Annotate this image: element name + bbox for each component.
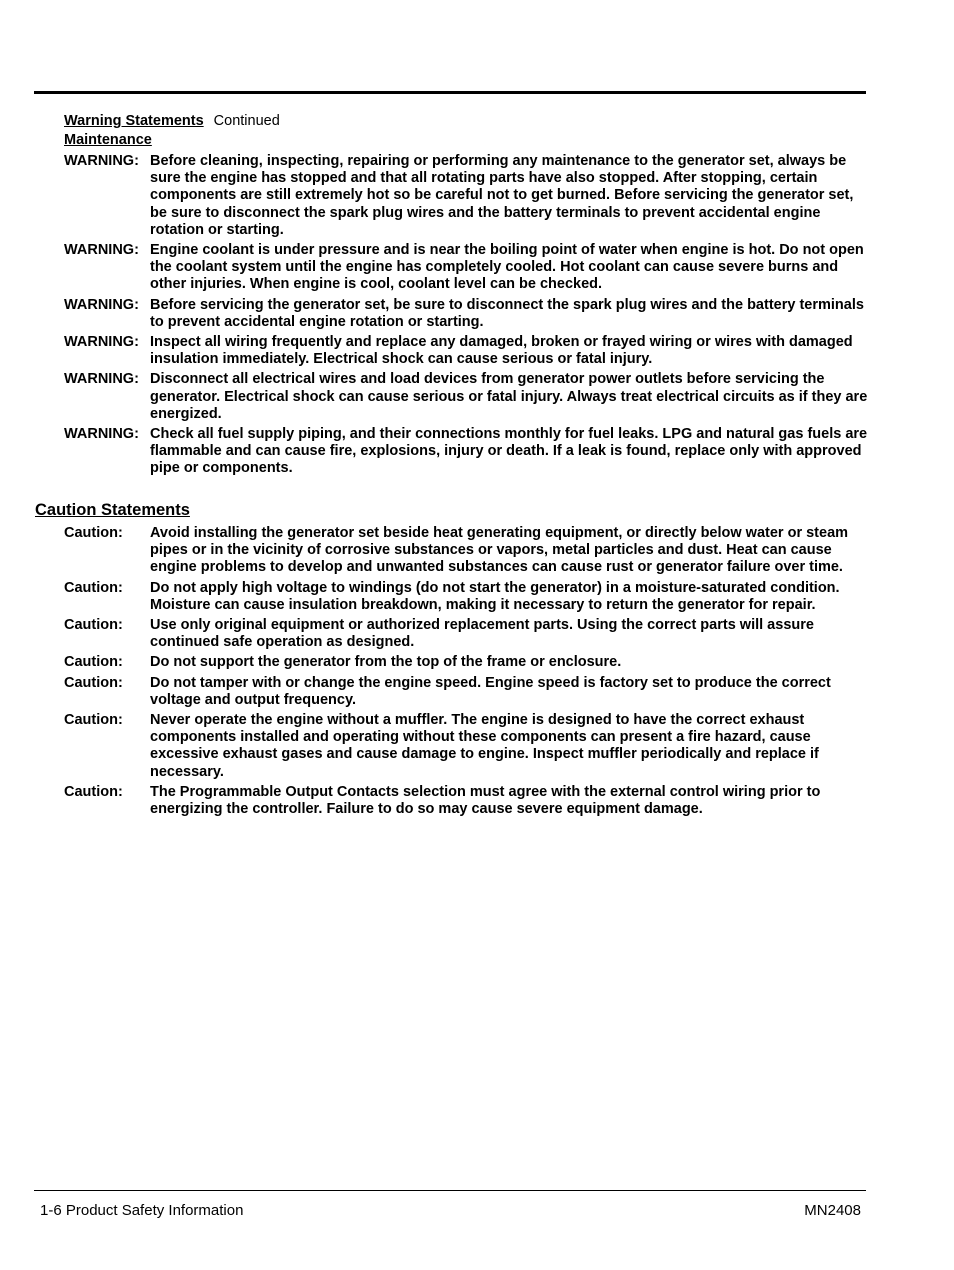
footer-page-section: 1-6 Product Safety Information bbox=[40, 1202, 244, 1219]
warning-label: WARNING: bbox=[64, 426, 139, 443]
warning-section bbox=[64, 112, 870, 478]
footer-manual-number: MN2408 bbox=[804, 1202, 861, 1219]
warning-text: Before servicing the generator set, be sure to disconnect the spark plug wires and the battery terminals to prevent accidental engine rotation or starting. bbox=[150, 296, 864, 330]
caution-label: Caution: bbox=[64, 783, 123, 800]
caution-text: Do not support the generator from the top of the frame or enclosure. bbox=[150, 654, 622, 671]
caution-text: Never operate the engine without a muffler. The engine is designed to have the correct exhaust components installed and operating without these components can present a fire hazard, cause excessive exhaust gases and cause damage to engine. Inspect muffler periodically and replace if necessary. bbox=[150, 712, 819, 780]
caution-item bbox=[64, 675, 870, 709]
caution-item bbox=[64, 580, 870, 614]
caution-text: Do not apply high voltage to windings (do not start the generator) in a moisture-saturated condition. Moisture can cause insulation breakdown, making it necessary to return the generator for repair. bbox=[150, 579, 840, 613]
caution-text: Do not tamper with or change the engine speed. Engine speed is factory set to produce the correct voltage and output frequency. bbox=[150, 674, 831, 708]
caution-item bbox=[64, 654, 870, 671]
warning-text: Before cleaning, inspecting, repairing or performing any maintenance to the generator set, always be sure the engine has stopped and that all rotating parts have also stopped. After stopping, certain components are still extremely hot so be careful not to get burned. Before servicing the generator set, be sure to disconnect the spark plug wires and the battery terminals to prevent accidental engine rotation or starting. bbox=[150, 153, 854, 238]
caution-text: The Programmable Output Contacts selection must agree with the external control wiring prior to energizing the controller. Failure to do so may cause severe equipment damage. bbox=[150, 783, 821, 818]
caution-label: Caution: bbox=[64, 617, 123, 634]
caution-statements-heading: Caution Statements bbox=[35, 501, 190, 519]
caution-item bbox=[64, 617, 870, 651]
warning-label: WARNING: bbox=[64, 371, 139, 388]
warning-item bbox=[64, 242, 870, 294]
caution-item bbox=[64, 712, 870, 781]
caution-label: Caution: bbox=[64, 674, 123, 691]
warning-item bbox=[64, 334, 870, 368]
caution-text: Avoid installing the generator set beside heat generating equipment, or directly below water or steam pipes or in the vicinity of corrosive substances or vapors, metal particles and dust. Heat can cause engine problems to develop and unwanted substances can cause rust or generator failure over time. bbox=[150, 525, 849, 576]
warning-item bbox=[64, 153, 870, 239]
footer-rule bbox=[34, 1190, 866, 1191]
caution-label: Caution: bbox=[64, 579, 123, 596]
top-rule bbox=[34, 91, 866, 94]
warning-statements-heading: Warning Statements bbox=[64, 113, 204, 129]
caution-label: Caution: bbox=[64, 525, 123, 541]
warning-label: WARNING: bbox=[64, 153, 139, 169]
warning-item bbox=[64, 297, 870, 331]
warning-text: Inspect all wiring frequently and replace any damaged, broken or frayed wiring or wires with damaged insulation immediately. Electrical shock can cause serious or fatal injury. bbox=[150, 334, 853, 368]
warning-label: WARNING: bbox=[64, 242, 139, 259]
warning-item bbox=[64, 426, 870, 478]
warning-text: Check all fuel supply piping, and their connections monthly for fuel leaks. LPG and natural gas fuels are flammable and can cause fire, explosions, injury or death. If a leak is found, replace only with approved pipe or components. bbox=[150, 426, 868, 477]
warning-item bbox=[64, 371, 870, 423]
warning-label: WARNING: bbox=[64, 296, 139, 313]
caution-label: Caution: bbox=[64, 654, 123, 671]
warning-text: Disconnect all electrical wires and load devices from generator power outlets before servicing the generator. Electrical shock can cause serious or fatal injury. Always treat electrical circuits as if they are energized. bbox=[150, 371, 868, 422]
warning-text: Engine coolant is under pressure and is near the boiling point of water when engine is hot. Do not open the coolant system until the engine has completely cooled. Hot coolant can cause severe burns and other injuries. When engine is cool, coolant level can be checked. bbox=[150, 242, 864, 293]
maintenance-subheading: Maintenance bbox=[64, 132, 152, 148]
caution-label: Caution: bbox=[64, 712, 123, 729]
caution-section bbox=[64, 522, 870, 818]
caution-item bbox=[64, 525, 870, 577]
caution-text: Use only original equipment or authorized replacement parts. Using the correct parts will assure continued safe operation as designed. bbox=[150, 617, 814, 651]
warning-heading-row bbox=[64, 112, 870, 131]
caution-item bbox=[64, 784, 870, 818]
continued-label: Continued bbox=[213, 113, 280, 129]
warning-label: WARNING: bbox=[64, 334, 139, 351]
